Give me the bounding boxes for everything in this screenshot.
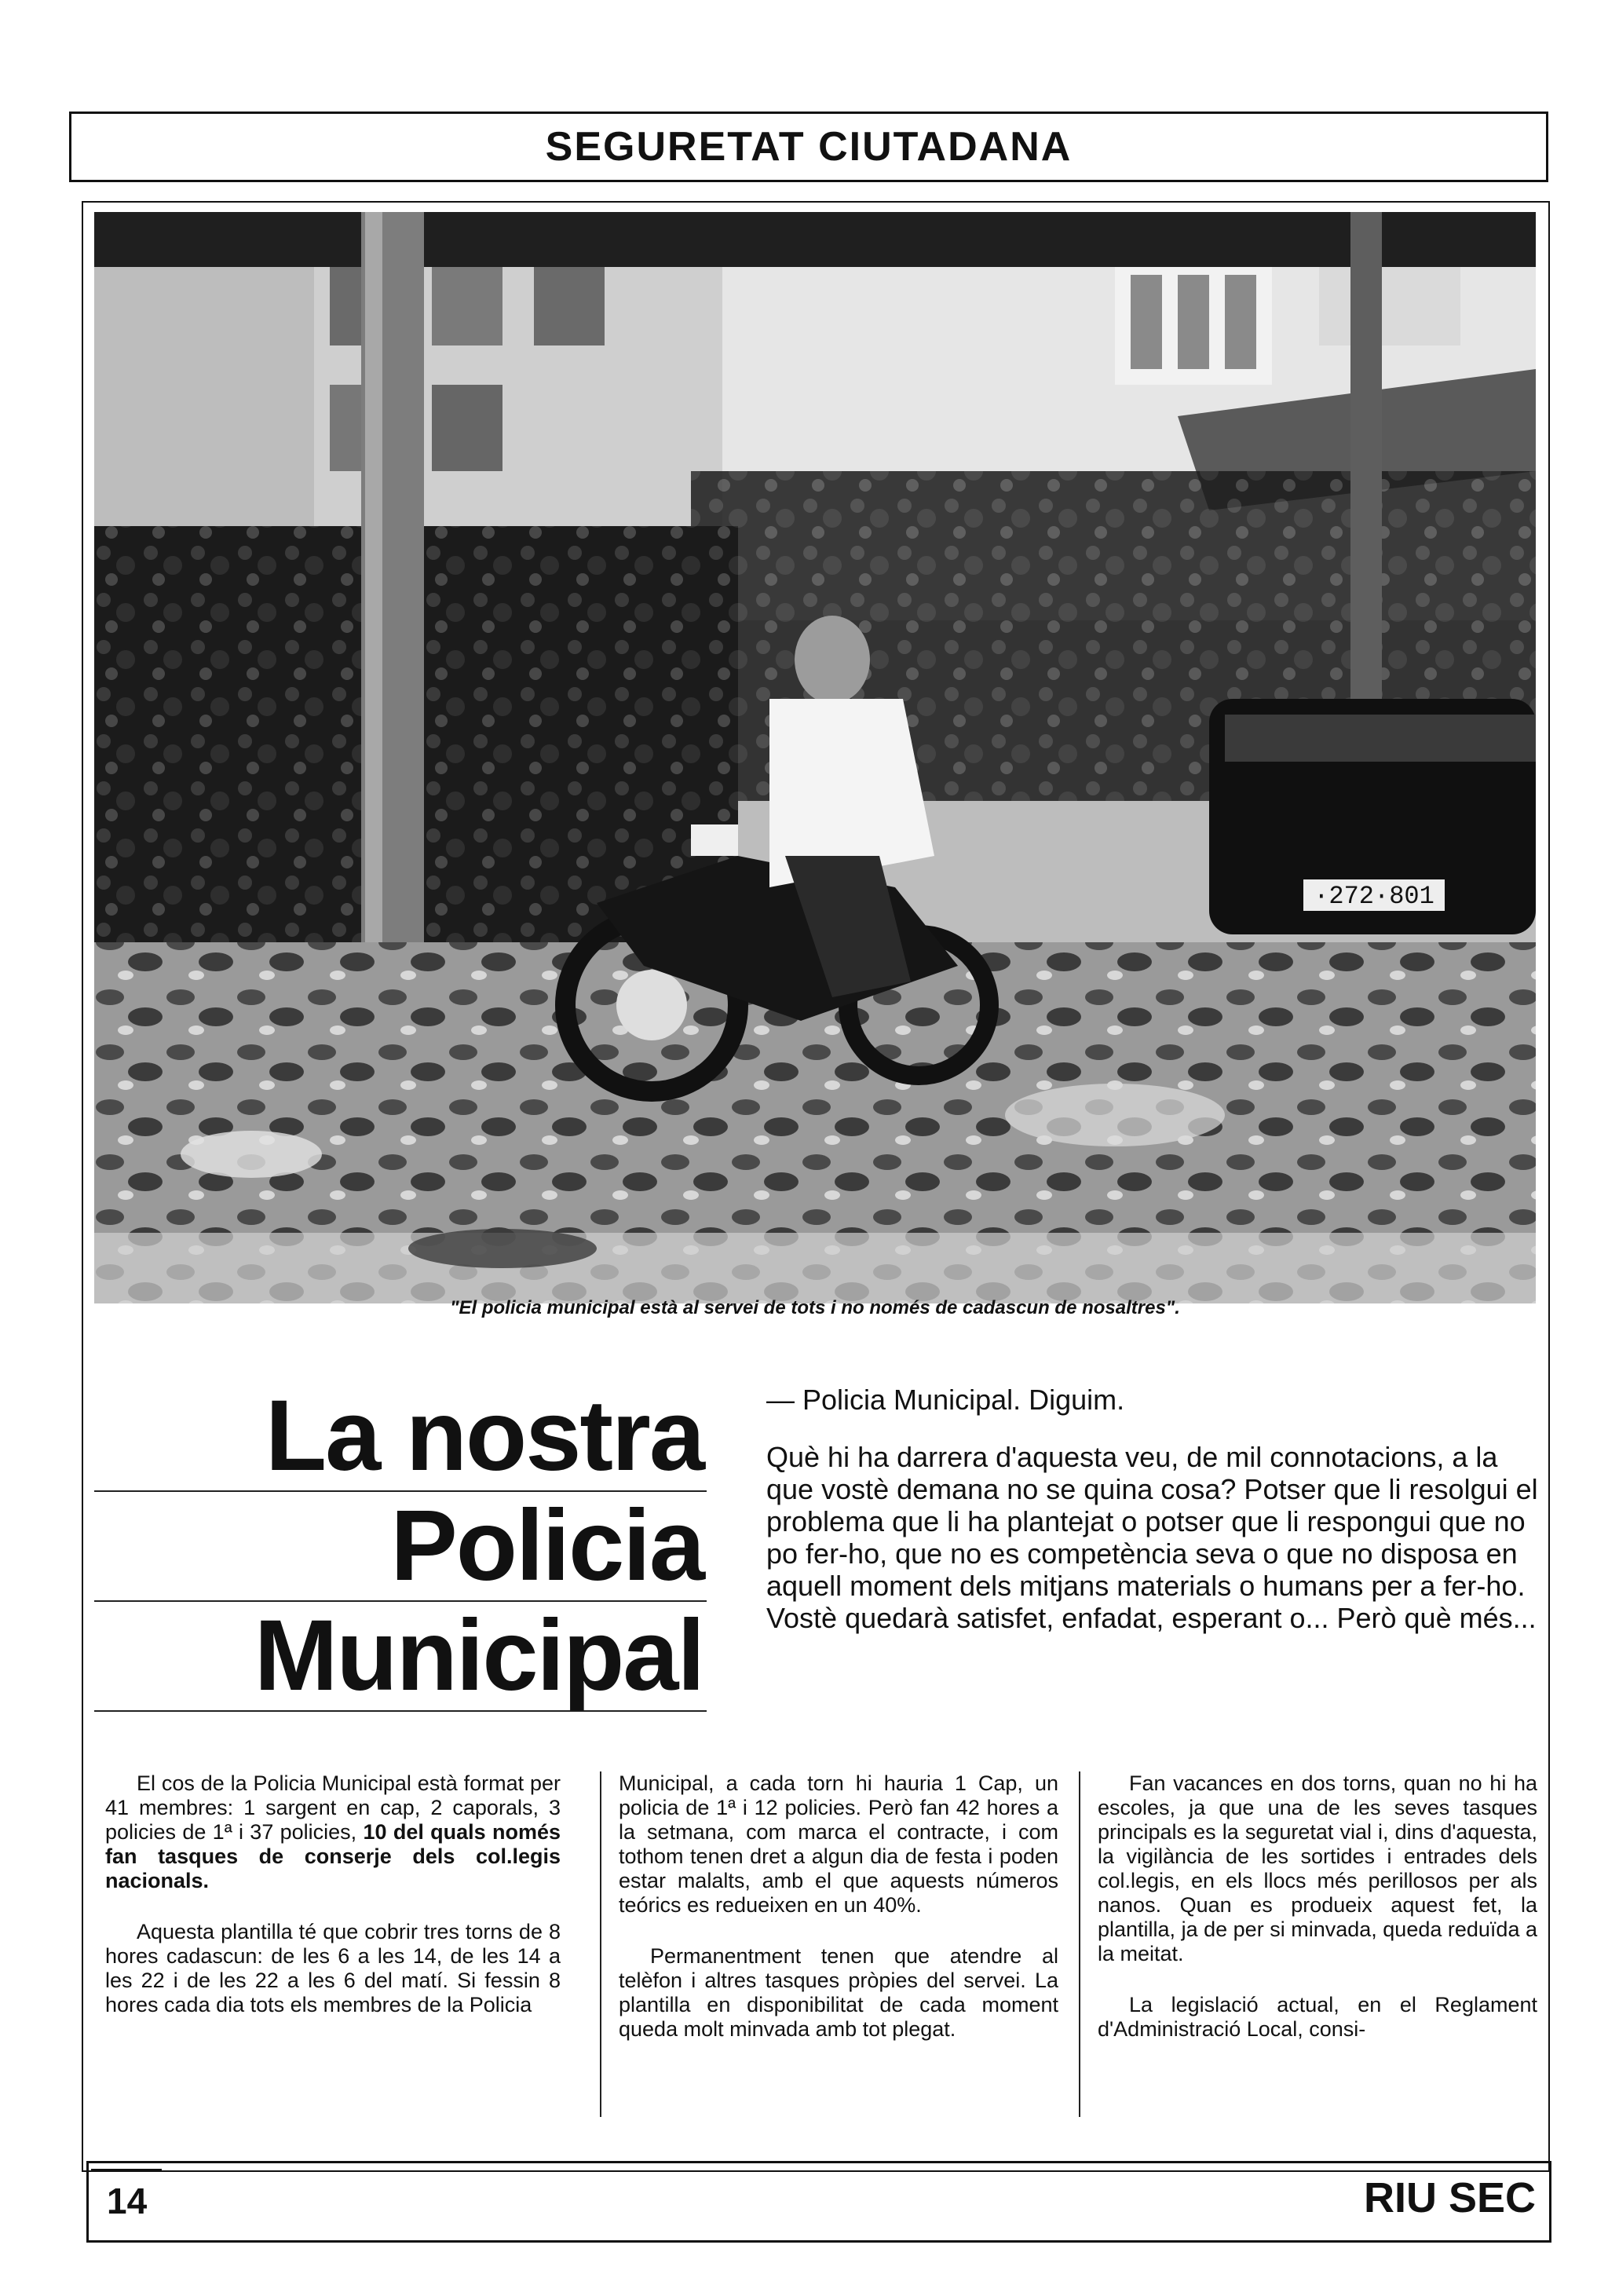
column-2-paragraph-1: Municipal, a cada torn hi hauria 1 Cap, un policia de 1ª i 12 policies. Però fan 42 hores a la setmana, com marca el contracte, i com tothom tenen dret a algun dia de festa i poden estar malalts, amb el que aquests números teórics es redueixen en un 40%. <box>619 1771 1058 1917</box>
article-photo <box>94 212 1536 1303</box>
page-number: 14 <box>107 2181 148 2221</box>
footer-divider <box>91 2169 162 2170</box>
column-2 <box>600 1771 1058 2117</box>
column-3-paragraph-1: Fan vacances en dos torns, quan no hi ha escoles, ja que una de les seves tasques principals es la seguretat vial i, dins d'aquesta, la vigilància de les sortides i entrades dels col.legis, en els llocs més perillosos per als nanos. Quan es produeix aquest fet, la plantilla, ja de per si minvada, queda reduïda a la meitat. <box>1098 1771 1537 1965</box>
headline-line-3: Municipal <box>94 1602 707 1712</box>
column-3 <box>1079 1771 1537 2117</box>
intro-quote: — Policia Municipal. Diguim. <box>766 1384 1125 1416</box>
column-1-bold-text: 10 del quals només fan tasques de conserje dels col.legis nacionals. <box>105 1820 561 1892</box>
photo-scene <box>94 212 1536 1303</box>
article-headline <box>94 1382 707 1712</box>
publication-name: RIU SEC <box>1363 2174 1536 2221</box>
headline-line-2: Policia <box>94 1492 707 1602</box>
column-1-text: El cos de la Policia Municipal està format per 41 membres: 1 sargent en cap, 2 caporals, 3 policies de 1ª i 37 policies, <box>105 1771 561 1844</box>
column-3-paragraph-2: La legislació actual, en el Reglament d'Administració Local, consi- <box>1098 1993 1537 2041</box>
license-plate-text: ·272·801 <box>1314 882 1434 911</box>
intro-paragraph: Què hi ha darrera d'aquesta veu, de mil connotacions, a la que vostè demana no se quina cosa? Potser que li resolgui el problema que li ha plantejat o potser que li respongui que no po fer-ho, que no es competència seva o que no disposa en aquell moment dels mitjans materials o humans per a fer-ho. Vostè quedarà satisfet, enfadat, esperant o... Però què més... <box>766 1441 1538 1634</box>
column-1 <box>105 1771 561 2117</box>
column-2-paragraph-2: Permanentment tenen que atendre al telèfon i altres tasques pròpies del servei. La plantilla en disponibilitat de cada moment queda molt minvada amb tot plegat. <box>619 1944 1058 2041</box>
headline-line-1: La nostra <box>94 1382 707 1492</box>
article-columns <box>97 1771 1539 2117</box>
column-1-paragraph-1 <box>105 1771 561 1893</box>
section-header <box>69 112 1548 182</box>
section-title: SEGURETAT CIUTADANA <box>545 124 1073 170</box>
column-1-paragraph-2: Aquesta plantilla té que cobrir tres torns de 8 hores cadascun: de les 6 a les 14, de les 14 a les 22 i de les 22 a les 6 del matí. Si fessin 8 hores cada dia tots els membres de la Policia <box>105 1920 561 2016</box>
photo-caption: "El policia municipal està al servei de tots i no només de cadascun de nosaltres". <box>450 1297 1180 1318</box>
page-footer <box>86 2161 1551 2243</box>
article-intro <box>766 1384 1544 1659</box>
